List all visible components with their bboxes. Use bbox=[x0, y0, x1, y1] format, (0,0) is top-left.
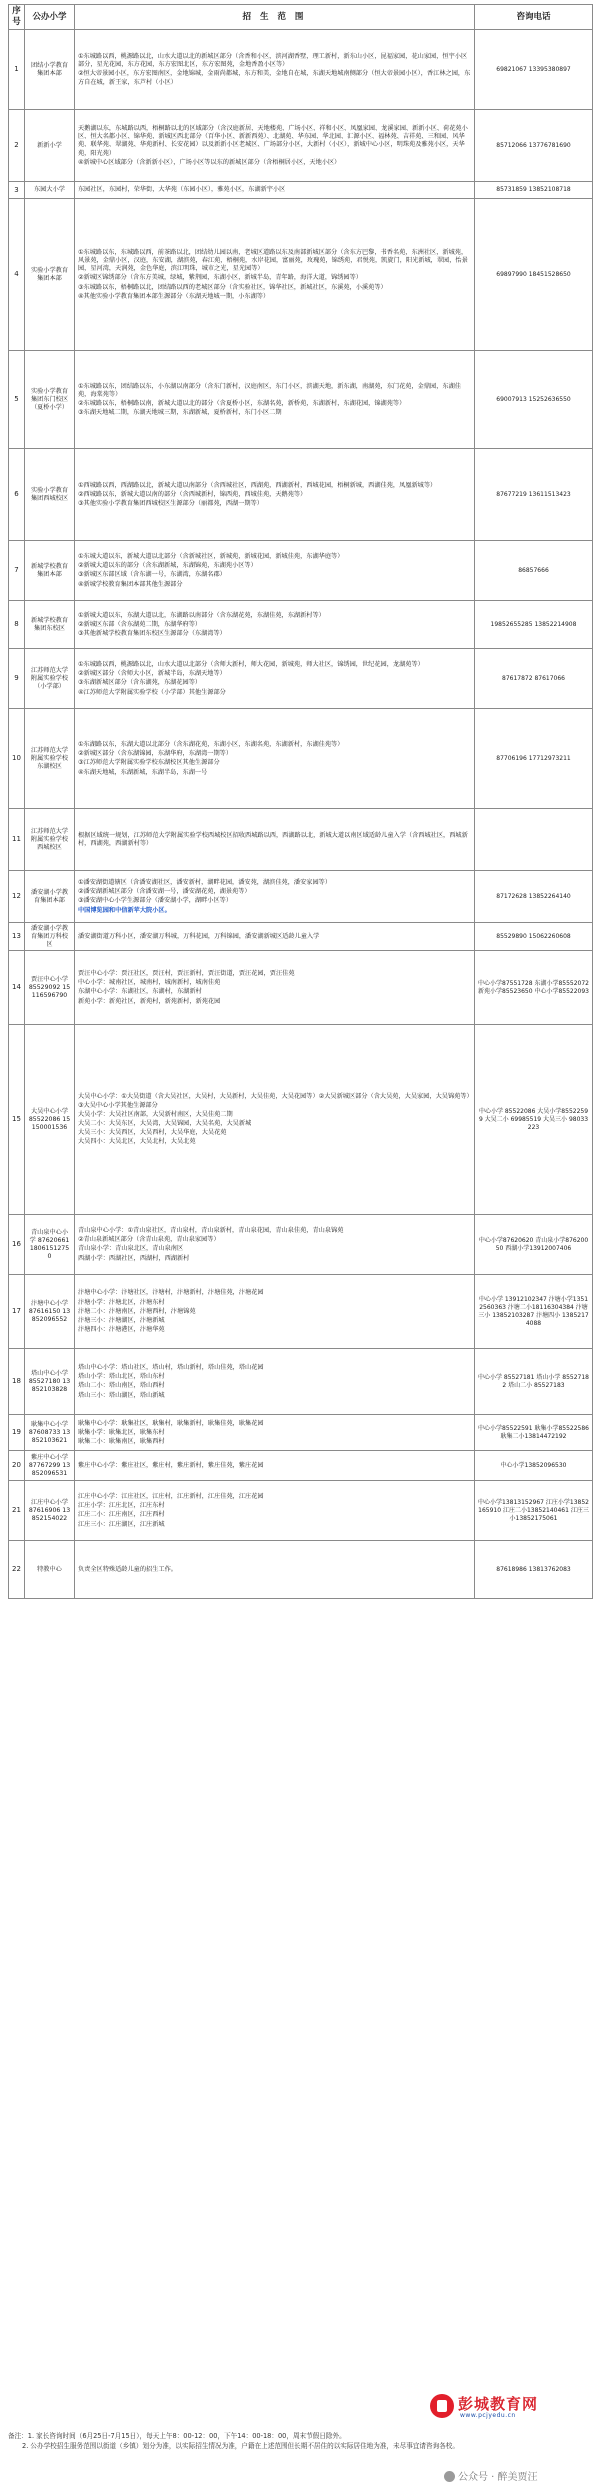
table-row bbox=[9, 871, 593, 923]
row-number: 17 bbox=[9, 1275, 25, 1349]
range-item: 大吴中心小学：①大吴街道（含大吴社区，大吴村，大吴新村，大吴佳苑，大吴花园等）②大吴新城区部分（含大吴苑，大吴家园，大吴锦苑等）③大吴中心小学其他生源部分 bbox=[78, 1093, 470, 1109]
range-item: 西湖小学：西湖社区，西湖村，西湖新村 bbox=[78, 1254, 190, 1262]
range-item: ①东城路以西，桃源路以北，山水大道以北部分（含师大新村，师大花园，新城苑，师大社区，锦绣园，世纪花园，龙湖苑等） bbox=[78, 661, 424, 669]
range-item: 耿集中心小学：耿集社区，耿集村，耿集新村，耿集佳苑，耿集花园 bbox=[78, 1419, 264, 1427]
range-item: 江庄中心小学：江庄社区，江庄村，江庄新村，江庄佳苑，江庄花园 bbox=[78, 1493, 264, 1501]
school-name: 实验小学教育集团西城校区 bbox=[25, 449, 75, 541]
range-item: 汴塘中心小学：汴塘社区，汴塘村，汴塘新村，汴塘佳苑，汴塘花园 bbox=[78, 1289, 264, 1297]
enrollment-range bbox=[75, 449, 475, 541]
enrollment-range bbox=[75, 601, 475, 649]
range-item: 大吴三小：大吴西区，大吴西村，大吴华庭，大吴花苑 bbox=[78, 1129, 227, 1137]
enrollment-range bbox=[75, 809, 475, 871]
phone-number: 87617872 87617066 bbox=[475, 649, 593, 709]
table-row bbox=[9, 923, 593, 951]
school-name: 特教中心 bbox=[25, 1541, 75, 1599]
enrollment-range bbox=[75, 1275, 475, 1349]
table-row bbox=[9, 649, 593, 709]
phone-number: 中心小学13813152967 江庄小学13852165910 江庄二小13852140461 江庄三小13852175061 bbox=[475, 1481, 593, 1541]
header-range: 招 生 范 围 bbox=[75, 5, 475, 30]
phone-number: 中心小学 85522086 大吴小学85522599 大吴二小 69985519 大吴三小 98033223 bbox=[475, 1025, 593, 1215]
row-number: 20 bbox=[9, 1451, 25, 1481]
range-item: 青山泉小学：青山泉北区，青山泉南区 bbox=[78, 1245, 184, 1253]
enrollment-range bbox=[75, 1025, 475, 1215]
school-name: 汴塘中心小学 87616150 13852096552 bbox=[25, 1275, 75, 1349]
range-item: 中心小学：城南社区，城南村，城南新村，城南佳苑 bbox=[78, 979, 221, 987]
row-number: 3 bbox=[9, 182, 25, 199]
phone-number: 86857666 bbox=[475, 541, 593, 601]
enrollment-range bbox=[75, 1215, 475, 1275]
table-row bbox=[9, 1275, 593, 1349]
row-number: 9 bbox=[9, 649, 25, 709]
range-item: 江庄三小：江庄湖区，江庄新城 bbox=[78, 1520, 165, 1528]
range-item: ①东城路以西，桃源路以北，山水大道以北的新城区部分（含香和小区，滨河湖香墅，理工新村，新东山小区，昆福家园，花山家园，恒宇小区部分，星光花园，东方花园，东方宏图北区，东方宏图苑，金地香盈小区等） bbox=[78, 53, 468, 69]
row-number: 15 bbox=[9, 1025, 25, 1215]
enrollment-range bbox=[75, 871, 475, 923]
row-number: 16 bbox=[9, 1215, 25, 1275]
notes bbox=[8, 2432, 592, 2452]
range-item: 汴塘二小：汴塘南区，汴塘西村，汴塘锦苑 bbox=[78, 1307, 196, 1315]
enrollment-range bbox=[75, 1541, 475, 1599]
logo-url: www.pcjyedu.cn bbox=[460, 2412, 516, 2419]
table-row bbox=[9, 541, 593, 601]
table-row bbox=[9, 1025, 593, 1215]
enrollment-range bbox=[75, 1481, 475, 1541]
school-name: 团结小学教育集团本部 bbox=[25, 30, 75, 110]
range-item: 潘安湖街道万科小区，潘安湖万科城，万科花园，万科锦园，潘安湖新城区适龄儿童入学 bbox=[78, 932, 320, 940]
note-2: 2. 公办学校招生服务范围以街道（乡镇）划分为准，以实际招生情况为准，户籍在上述范围但长期不居住的以实际居住地为准，未尽事宜请咨询各校。 bbox=[22, 2441, 459, 2450]
logo-name: 彭城教育网 bbox=[458, 2395, 539, 2413]
range-item: 青山泉中心小学：①青山泉社区，青山泉村，青山泉新村，青山泉花园，青山泉佳苑，青山泉锦苑 bbox=[78, 1227, 344, 1235]
school-name: 潘安湖小学教育集团万科校区 bbox=[25, 923, 75, 951]
school-name: 潘安湖小学教育集团本部 bbox=[25, 871, 75, 923]
range-item: ④东湖天地城，东湖新城，东湖半岛，东湖一号 bbox=[78, 768, 208, 776]
phone-number: 中心小学 85527181 塔山小学 85527182 塔山二小 85527183 bbox=[475, 1349, 593, 1415]
range-item: ②新城区锦绣部分（含东方美城，绿城，紫荆园，东湖小区，新城半岛，青年路，海洋大道，锦绣园等） bbox=[78, 274, 362, 282]
range-item: ①东城大道以东，新城大道以北部分（含新城社区，新城苑，新城花园，新城佳苑，东湖华庭等） bbox=[78, 553, 344, 561]
range-item: ②东城路以东，梧桐路以南，新城大道以北的部分（含夏桥小区，东湖名苑，新桥苑，东湖新村，东湖花园，锦湖苑等） bbox=[78, 399, 406, 407]
range-item: ③东城路以东，梧桐路以北，团结路以西的老城区部分（含实验社区，锦华社区，新城社区，东溪苑，小溪苑等） bbox=[78, 283, 387, 291]
range-item: ④其他实验小学教育集团本部生源部分（东湖天地城一期，小东湖等） bbox=[78, 292, 270, 300]
range-item: 大吴小学：大吴社区南部，大吴新村南区，大吴佳苑二期 bbox=[78, 1110, 233, 1118]
phone-number: 69821067 13395380897 bbox=[475, 30, 593, 110]
range-item: ②西城路以东，新城大道以南的部分（含西城新村，锦西苑，西城佳苑，天鹅苑等） bbox=[78, 490, 307, 498]
school-name: 青山泉中心小学 87620661 18061512750 bbox=[25, 1215, 75, 1275]
range-item: 江庄小学：江庄北区，江庄东村 bbox=[78, 1502, 165, 1510]
row-number: 4 bbox=[9, 199, 25, 351]
table-row bbox=[9, 30, 593, 110]
phone-number: 87677219 13611513423 bbox=[475, 449, 593, 541]
range-item: ①东湖路以东，东湖大道以北部分（含东湖花苑，东湖小区，东湖名苑，东湖新村，东湖佳苑等） bbox=[78, 741, 344, 749]
row-number: 22 bbox=[9, 1541, 25, 1599]
row-number: 8 bbox=[9, 601, 25, 649]
row-number: 6 bbox=[9, 449, 25, 541]
wechat-icon bbox=[444, 2471, 455, 2482]
phone-number: 中心小学87551728 东湖小学85552072 新苑小学85523650 中心小学85522093 bbox=[475, 951, 593, 1025]
range-item: 负责全区特殊适龄儿童的招生工作。 bbox=[78, 1565, 177, 1573]
school-name: 塔山中心小学 85527180 13852103828 bbox=[25, 1349, 75, 1415]
row-number: 2 bbox=[9, 110, 25, 182]
range-item: ②新城区东部（含东湖苑二期，东湖华府等） bbox=[78, 620, 202, 628]
school-name: 江庄中心小学 87616906 13852154022 bbox=[25, 1481, 75, 1541]
header-phone: 咨询电话 bbox=[475, 5, 593, 30]
logo-icon bbox=[430, 2394, 454, 2418]
range-item: ①潘安湖街道辖区（含潘安湖社区，潘安新村，湖畔花园，潘安苑，湖滨佳苑，潘安家园等） bbox=[78, 879, 332, 887]
row-number: 19 bbox=[9, 1415, 25, 1451]
row-number: 10 bbox=[9, 709, 25, 809]
school-name: 新城学校教育集团东校区 bbox=[25, 601, 75, 649]
table-header-row bbox=[9, 5, 593, 30]
row-number: 7 bbox=[9, 541, 25, 601]
range-item: 塔山中心小学：塔山社区，塔山村，塔山新村，塔山佳苑，塔山花园 bbox=[78, 1364, 264, 1372]
range-item: ①新城大道以东，东湖大道以北，东湖路以南部分（含东湖花苑，东湖佳苑，东湖新村等） bbox=[78, 611, 325, 619]
table-row bbox=[9, 182, 593, 199]
school-name: 紫庄中心小学 87767299 13852096531 bbox=[25, 1451, 75, 1481]
range-item: ②新城区部分（含师大小区，新城半岛，东湖天地等） bbox=[78, 670, 226, 678]
enrollment-range bbox=[75, 182, 475, 199]
pengcheng-edu-logo bbox=[430, 2393, 590, 2423]
table-row bbox=[9, 1215, 593, 1275]
phone-number: 85529890 15062260608 bbox=[475, 923, 593, 951]
table-row bbox=[9, 809, 593, 871]
enrollment-range bbox=[75, 709, 475, 809]
school-name: 大吴中心小学 85522086 15150001536 bbox=[25, 1025, 75, 1215]
range-item: ④江苏师范大学附属实验学校（小学部）其他生源部分 bbox=[78, 688, 226, 696]
range-item: ②新城区部分（含东湖锦园，东湖华府，东湖湾一期等） bbox=[78, 750, 233, 758]
range-item: 汴塘四小：汴塘港区，汴塘华苑 bbox=[78, 1326, 165, 1334]
watermark-text: 公众号 · 醉美贾汪 bbox=[458, 2472, 538, 2483]
enrollment-range bbox=[75, 649, 475, 709]
note-1: 备注：1. 家长咨询时间（6月25日-7月15日），每天上午8：00-12：00，下午14：00-18：00，周末节假日除外。 bbox=[8, 2432, 346, 2440]
enrollment-range bbox=[75, 199, 475, 351]
phone-number: 中心小学87620620 青山泉小学87620050 西湖小学13912007406 bbox=[475, 1215, 593, 1275]
table-row bbox=[9, 351, 593, 449]
range-item: ③江苏师范大学附属实验学校东湖校区其他生源部分 bbox=[78, 759, 220, 767]
range-item: ②恒大帝景园小区，东方宏图南区，金地锦城，金雨尚都城，东方和美，金地自在城，东湖天地城南侧部分（恒大帝景园小区），香江林之园，东方自在城，新王家，东芦村（小区） bbox=[78, 70, 471, 86]
table-row bbox=[9, 110, 593, 182]
range-item: ③潘安湖中心小学生源部分（潘安湖小学，湖畔小区等） bbox=[78, 897, 233, 905]
school-name: 江苏师范大学附属实验学校东湖校区 bbox=[25, 709, 75, 809]
range-item: 塔山三小：塔山湖区，塔山新城 bbox=[78, 1391, 165, 1399]
school-name: 江苏师范大学附属实验学校（小学部） bbox=[25, 649, 75, 709]
phone-number: 69007913 15252636550 bbox=[475, 351, 593, 449]
range-item: 耿集小学：耿集北区，耿集东村 bbox=[78, 1428, 165, 1436]
table-row bbox=[9, 1349, 593, 1415]
phone-number: 87172628 13852264140 bbox=[475, 871, 593, 923]
table-row bbox=[9, 951, 593, 1025]
range-item: 东园社区，东园村，荣华街，大华苑（东园小区），雅苑小区，东湖新宇小区 bbox=[78, 186, 286, 194]
enrollment-range bbox=[75, 951, 475, 1025]
enrollment-range bbox=[75, 1415, 475, 1451]
range-highlight: 中国博览园和中信新苹大院小区。 bbox=[78, 906, 171, 914]
phone-number: 中心小学85522591 耿集小学85522586 耿集二小13814472192 bbox=[475, 1415, 593, 1451]
range-item: ①东城路以东，东城路以西，前茶路以北，团结幼儿园以南，老城区道路以东及南部新城区部分（含东方巴黎，书香名苑，东洲社区，新城苑，风景苑，金鼎小区，汉庭，东安湖，湖滨苑，春江苑，梧桐苑，水岸花园，富丽苑，玫瑰苑，锦绣苑，君悦苑，凯旋门，阳光新城，翠园，怡景园，星河湾，天润苑，金色华庭，滨江明珠，城市之光，星光园等） bbox=[78, 248, 468, 273]
phone-number bbox=[475, 809, 593, 871]
row-number: 12 bbox=[9, 871, 25, 923]
enrollment-range bbox=[75, 30, 475, 110]
range-item: ③东湖天地城二期，东湖天地城三期，东湖新城，夏桥新村，东门小区二期 bbox=[78, 409, 282, 417]
table-row bbox=[9, 449, 593, 541]
row-number: 13 bbox=[9, 923, 25, 951]
school-name: 实验小学教育集团东门校区（夏桥小学） bbox=[25, 351, 75, 449]
enrollment-range bbox=[75, 110, 475, 182]
range-item: ②青山泉新城区部分（含青山泉苑，青山泉家园等） bbox=[78, 1236, 220, 1244]
range-item: ④新城学校教育集团本部其他生源部分 bbox=[78, 580, 183, 588]
range-item: 根据区域统一规划，江苏师范大学附属实验学校西城校区招收西城路以西，西湖路以北，新城大道以南区域适龄儿童入学（含西城社区，西城新村，西湖苑，西湖新村等） bbox=[78, 831, 468, 847]
range-item: 紫庄中心小学：紫庄社区，紫庄村，紫庄新村，紫庄佳苑，紫庄花园 bbox=[78, 1461, 264, 1469]
range-item: 大吴四小：大吴北区，大吴北村，大吴北苑 bbox=[78, 1138, 196, 1146]
header-school: 公办小学 bbox=[25, 5, 75, 30]
range-item: 江庄二小：江庄南区，江庄西村 bbox=[78, 1511, 165, 1519]
phone-number: 中心小学13852096530 bbox=[475, 1451, 593, 1481]
row-number: 1 bbox=[9, 30, 25, 110]
enrollment-range bbox=[75, 923, 475, 951]
table-row bbox=[9, 199, 593, 351]
phone-number: 87618986 13813762083 bbox=[475, 1541, 593, 1599]
row-number: 21 bbox=[9, 1481, 25, 1541]
range-item: 汴塘三小：汴塘湖区，汴塘新城 bbox=[78, 1317, 165, 1325]
enrollment-range bbox=[75, 541, 475, 601]
row-number: 11 bbox=[9, 809, 25, 871]
school-name: 东园大小学 bbox=[25, 182, 75, 199]
phone-number: 85731859 13852108718 bbox=[475, 182, 593, 199]
range-item: 塔山小学：塔山北区，塔山东村 bbox=[78, 1373, 165, 1381]
row-number: 18 bbox=[9, 1349, 25, 1415]
range-item: 耿集二小：耿集南区，耿集西村 bbox=[78, 1438, 165, 1446]
range-item: 塔山二小：塔山南区，塔山西村 bbox=[78, 1382, 165, 1390]
range-item: ④新城中心区域部分（含新新小区），广场小区等以东的新城区部分（含梧桐居小区，天地小区） bbox=[78, 158, 341, 166]
row-number: 14 bbox=[9, 951, 25, 1025]
range-item: ③新城区东部区域（含东湖一号，东湖湾，东湖名郡） bbox=[78, 571, 226, 579]
range-item: 东湖中心小学：东湖社区，东湖村，东湖新村 bbox=[78, 988, 202, 996]
range-item: ③东湖新城区部分（含东湖苑，东湖花园等） bbox=[78, 679, 202, 687]
table-row bbox=[9, 1541, 593, 1599]
phone-number: 87706196 17712973211 bbox=[475, 709, 593, 809]
enrollment-table bbox=[8, 4, 593, 1599]
range-item: 贾汪中心小学：贾汪社区，贾汪村，贾汪新村，贾汪街道，贾汪花园，贾汪佳苑 bbox=[78, 970, 295, 978]
school-name: 新新小学 bbox=[25, 110, 75, 182]
enrollment-range bbox=[75, 1451, 475, 1481]
header-no: 序号 bbox=[9, 5, 25, 30]
range-item: ③其他实验小学教育集团西城校区生源部分（丽都苑，西湖一期等） bbox=[78, 500, 263, 508]
range-item: ①东城路以东，团结路以东，小东湖以南部分（含东门新村，汉庭南区，东门小区，滨湖天地，新东湖，南湖苑，东门花苑，金鼎园，东湖佳苑，海棠苑等） bbox=[78, 382, 461, 398]
wechat-watermark bbox=[444, 2468, 538, 2483]
range-item: ②新城大道以东的部分（含东湖新城，东湖锦苑，东湖苑小区等） bbox=[78, 562, 257, 570]
phone-number: 69897990 18451528650 bbox=[475, 199, 593, 351]
phone-number: 85712066 13776781690 bbox=[475, 110, 593, 182]
range-item: 大吴二小：大吴东区，大吴湾，大吴锦园，大吴名苑，大吴新城 bbox=[78, 1119, 252, 1127]
school-name: 新城学校教育集团本部 bbox=[25, 541, 75, 601]
enrollment-range bbox=[75, 1349, 475, 1415]
school-name: 江苏师范大学附属实验学校西城校区 bbox=[25, 809, 75, 871]
school-name: 耿集中心小学 87608733 13852103621 bbox=[25, 1415, 75, 1451]
table-row bbox=[9, 1451, 593, 1481]
range-item: 汴塘小学：汴塘北区，汴塘东村 bbox=[78, 1298, 165, 1306]
range-item: ②潘安湖新城区部分（含潘安湖一号，潘安湖花苑，湖景苑等） bbox=[78, 888, 251, 896]
enrollment-range bbox=[75, 351, 475, 449]
phone-number: 中心小学 13912102347 汴塘小学13512560363 汴塘二小18116304384 汴塘三小 13852103287 汴塘四小 13852174088 bbox=[475, 1275, 593, 1349]
row-number: 5 bbox=[9, 351, 25, 449]
table-row bbox=[9, 709, 593, 809]
phone-number: 19852655285 13852214908 bbox=[475, 601, 593, 649]
range-item: ③其他新城学校教育集团东校区生源部分（东湖湾等） bbox=[78, 630, 226, 638]
range-item: 天鹅湖以东，东城路以西，梧桐路以北的区域部分（含汉庭新居、天地楼苑、广场小区、祥和小区、凤凰家园、龙溪家园、新新小区、荷花苑小区、恒大名都小区、锦华苑、新城区西北部分（百华小区、新新西苑）、北湖苑、华东园、华北园、汇源小区、福林苑、吉祥苑、三和园、风华苑、联华苑、翠湖苑、华苑新村、长安花园）以及新新小区老城区、广场部分小区，大新村（小区），新城中心小区，明珠苑及雅苑小区，天华苑，阳光苑） bbox=[78, 124, 468, 157]
range-item: 新苑小学：新苑社区，新苑村，新苑新村，新苑花园 bbox=[78, 997, 221, 1005]
table-row bbox=[9, 1481, 593, 1541]
school-name: 贾汪中心小学 85529092 15116596790 bbox=[25, 951, 75, 1025]
table-row bbox=[9, 1415, 593, 1451]
school-name: 实验小学教育集团本部 bbox=[25, 199, 75, 351]
range-item: ①西城路以西，西湖路以北，新城大道以南部分（含西城社区，西湖苑，西湖新村，西城花园，梧桐新城，西湖佳苑，凤凰新城等） bbox=[78, 481, 437, 489]
table-row bbox=[9, 601, 593, 649]
